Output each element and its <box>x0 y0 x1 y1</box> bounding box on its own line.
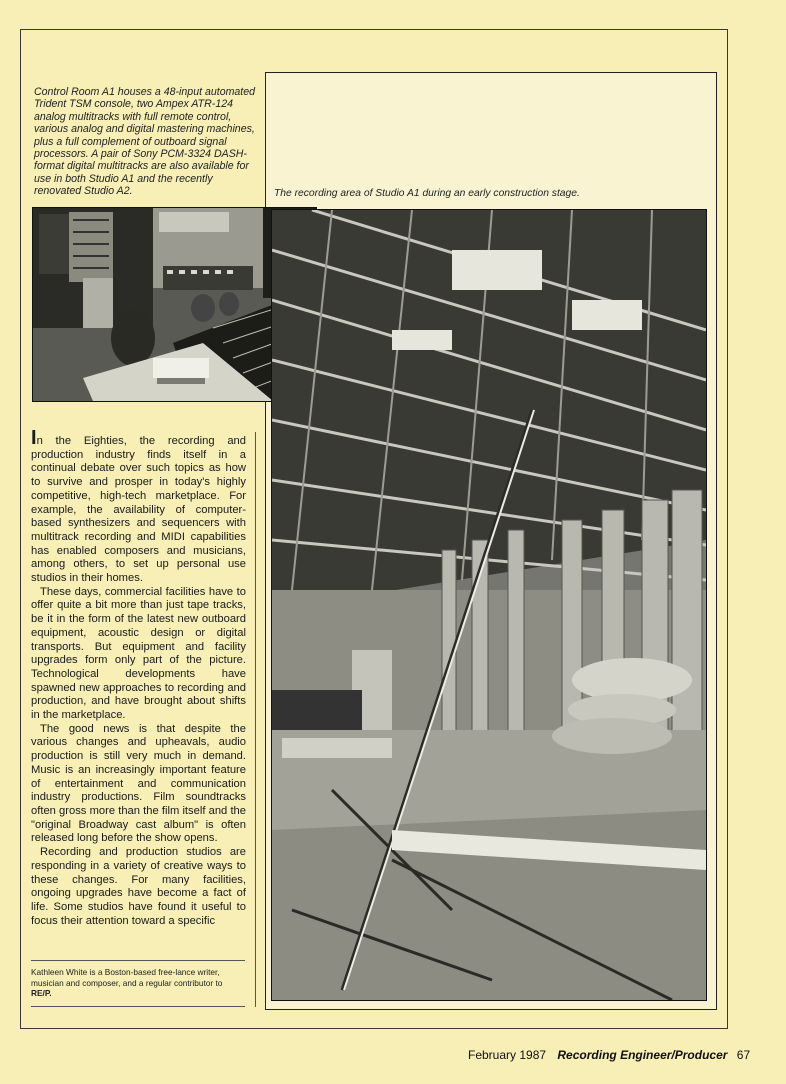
bio-rule <box>31 1006 245 1007</box>
caption-recording-area: The recording area of Studio A1 during an early construction stage. <box>274 188 580 199</box>
article-paragraph-1-text: n the Eighties, the recording and production industry finds itself in a continual debate over such topics as how to survive and prosper in today's highly competitive, high-tech marketplace. For example, the availability of computer-based synthesizers and sequencers with multitrack recording and MIDI capabilities has enabled composers and musicians, among others, to set up personal use studios in their homes. <box>31 435 246 585</box>
column-rule <box>255 432 256 1007</box>
footer-magazine: Recording Engineer/Producer <box>557 1048 728 1062</box>
footer-page-number: 67 <box>736 1048 751 1062</box>
author-bio <box>31 960 245 999</box>
article-paragraph-1 <box>31 427 246 586</box>
drop-cap: I <box>31 427 37 449</box>
article-body <box>31 427 246 928</box>
article-paragraph-4: Recording and production studios are responding in a variety of creative ways to these changes. For many facilities, ongoing upgrades have become a fact of life. Some studios have found it useful to focus their attention toward a specific <box>31 846 246 927</box>
author-bio-publication: RE/P. <box>31 988 52 999</box>
caption-control-room: Control Room A1 houses a 48-input automated Trident TSM console, two Ampex ATR-124 analog multitracks with full remote control, various analog and digital mastering machines, plus a full complement of outboard signal processors. A pair of Sony PCM-3324 DASH-format digital multitracks are also available for use in both Studio A1 and the recently renovated Studio A2. <box>34 86 256 198</box>
article-paragraph-2: These days, commercial facilities have to offer quite a bit more than just tape tracks, be it in the form of the latest new outboard equipment, acoustic design or digital transports. But equipment and facility upgrades form only part of the picture. Technological developments have spawned new approaches to recording and production, and have brought about shifts in the marketplace. <box>31 585 246 722</box>
footer-date: February 1987 <box>468 1048 547 1062</box>
article-paragraph-3: The good news is that despite the various changes and upheavals, audio production is still very much in demand. Music is an increasingly important feature of entertainment and communication industry productions. Film soundtracks often gross more than the film itself and the "original Broadway cast album" is often released long before the show opens. <box>31 722 246 845</box>
page-footer <box>468 1048 751 1062</box>
author-bio-text: Kathleen White is a Boston-based free-lance writer, musician and composer, and a regular contributor to <box>31 967 223 988</box>
photo-recording-area-construction <box>271 209 707 1001</box>
